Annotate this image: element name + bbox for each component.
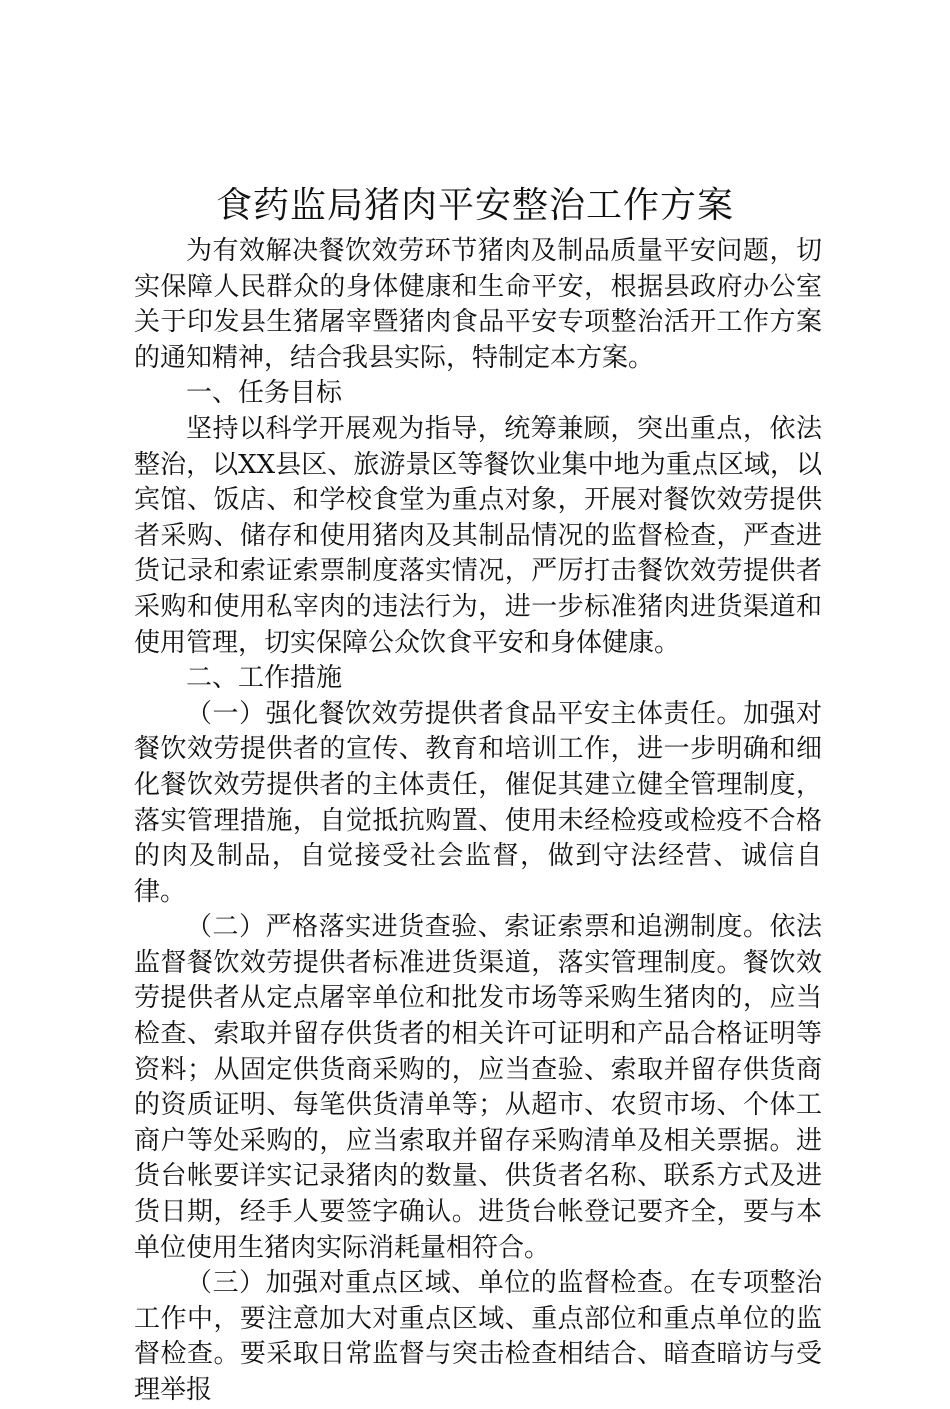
measure-paragraph-1: （一）强化餐饮效劳提供者食品平安主体责任。加强对餐饮效劳提供者的宣传、教育和培训工作，进一步明确和细化餐饮效劳提供者的主体责任，催促其建立健全管理制度，落实管理措施，自觉抵抗购置、使用未经检疫或检疫不合格的肉及制品，自觉接受社会监督，做到守法经营、诚信自律。 — [134, 698, 822, 907]
measure-paragraph-2: （二）严格落实进货查验、索证索票和追溯制度。依法监督餐饮效劳提供者标准进货渠道，落实管理制度。餐饮效劳提供者从定点屠宰单位和批发市场等采购生猪肉的，应当检查、索取并留存供货者的相关许可证明和产品合格证明等资料；从固定供货商采购的，应当查验、索取并留存供货商的资质证明、每笔供货清单等；从超市、农贸市场、个体工商户等处采购的，应当索取并留存采购清单及相关票据。进货台帐要详实记录猪肉的数量、供货者名称、联系方式及进货日期，经手人要签字确认。进货台帐登记要齐全，要与本单位使用生猪肉实际消耗量相符合。 — [134, 912, 822, 1263]
section-heading-measures: 二、工作措施 — [186, 663, 343, 694]
section-heading-goals: 一、任务目标 — [186, 378, 343, 409]
document-body — [134, 234, 822, 1409]
intro-paragraph: 为有效解决餐饮效劳环节猪肉及制品质量平安问题，切实保障人民群众的身体健康和生命平安，根据县政府办公室关于印发县生猪屠宰暨猪肉食品平安专项整治活开工作方案的通知精神，结合我县实际，特制定本方案。 — [134, 236, 822, 373]
measure-paragraph-3: （三）加强对重点区域、单位的监督检查。在专项整治工作中，要注意加大对重点区域、重点部位和重点单位的监督检查。要采取日常监督与突击检查相结合、暗查暗访与受理举报 — [134, 1268, 822, 1405]
document-title: 食药监局猪肉平安整治工作方案 — [215, 185, 734, 226]
goals-paragraph: 坚持以科学开展观为指导，统筹兼顾，突出重点，依法整治，以XX县区、旅游景区等餐饮业集中地为重点区域，以宾馆、饭店、和学校食堂为重点对象，开展对餐饮效劳提供者采购、储存和使用猪肉及其制品情况的监督检查，严查进货记录和索证索票制度落实情况，严厉打击餐饮效劳提供者采购和使用私宰肉的违法行为，进一步标准猪肉进货渠道和使用管理，切实保障公众饮食平安和身体健康。 — [134, 413, 822, 658]
